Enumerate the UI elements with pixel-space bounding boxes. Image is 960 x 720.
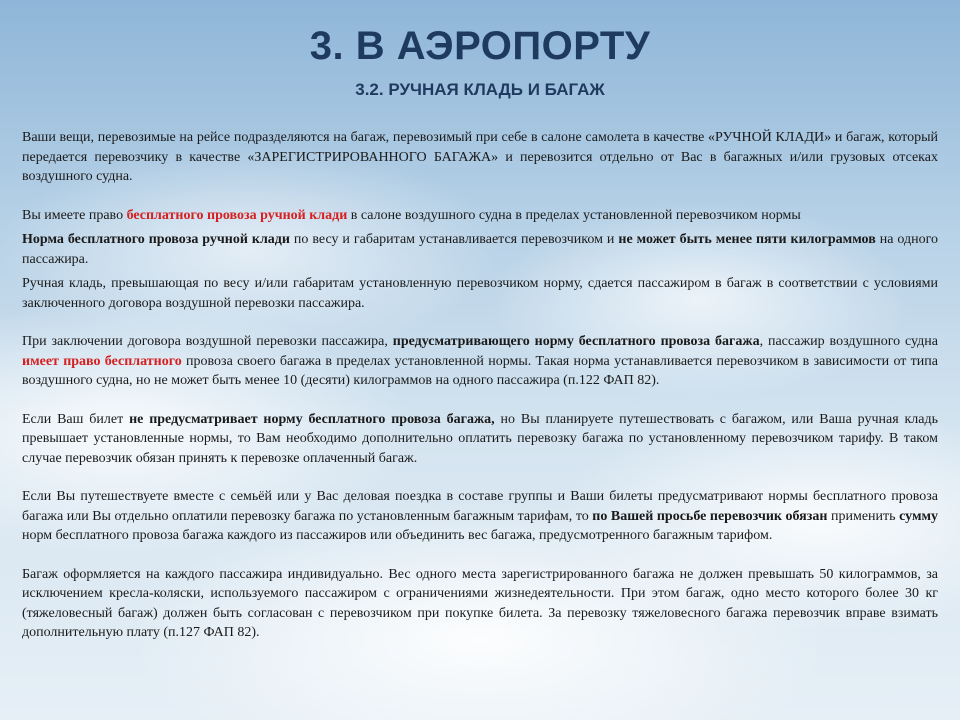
text-span: на одного пассажира. bbox=[22, 232, 938, 267]
paragraph-group-travel bbox=[22, 487, 938, 546]
text-span: Вы имеете право bbox=[22, 207, 127, 223]
paragraph-hand-luggage-norm bbox=[22, 230, 938, 269]
text-span: применить bbox=[827, 508, 900, 524]
slide-subtitle: 3.2. РУЧНАЯ КЛАДЬ И БАГАЖ bbox=[355, 80, 605, 99]
text-span: При заключении договора воздушной перевозки пассажира, bbox=[22, 334, 393, 349]
paragraph-baggage-registration: Багаж оформляется на каждого пассажира индивидуально. Вес одного места зарегистрированного багажа не должен превышать 50 килограммов, за исключением кресла-коляски, используемого пассажиром с ограничениями жизнедеятельности. При этом багаж, одно место которого более 30 кг (тяжеловесный багаж) должен быть согласован с перевозчиком при покупке билета. За перевозку тяжеловесного багажа перевозчик вправе взимать дополнительную плату (п.127 ФАП 82). bbox=[22, 566, 938, 640]
text-span: , пассажир воздушного судна bbox=[759, 334, 939, 349]
paragraph-no-free-baggage bbox=[22, 410, 938, 469]
text-span: по весу и габаритам устанавливается перевозчиком и bbox=[289, 232, 619, 247]
bold-free-baggage-norm: предусматривающего норму бесплатного провоза багажа bbox=[392, 334, 760, 349]
slide-content bbox=[22, 128, 938, 643]
bold-sum: сумму bbox=[899, 508, 939, 524]
bold-no-free-baggage: не предусматривает норму бесплатного провоза багажа, bbox=[129, 411, 495, 427]
bold-min-weight: не может быть менее пяти килограммов bbox=[618, 232, 876, 247]
text-span: провоза своего багажа в пределах установленной нормы. Такая норма устанавливается перевозчиком в зависимости от типа воздушного судна, но не может быть менее 10 (десяти) килограммов на одного пассажира (п.122 ФАП 82). bbox=[22, 353, 938, 388]
text-span: но Вы планируете путешествовать с багажом, или Ваша ручная кладь превышает установленные нормы, то Вам необходимо дополнительно оплатить перевозку багажа по установленному перевозчиком тарифу. В таком случае перевозчик обязан принять к перевозке оплаченный багаж. bbox=[22, 411, 938, 466]
bold-norm-text: Норма бесплатного провоза ручной клади bbox=[22, 232, 290, 247]
slide-title: 3. В АЭРОПОРТУ bbox=[309, 24, 651, 68]
bold-carrier-obliged: по Вашей просьбе перевозчик обязан bbox=[592, 508, 828, 524]
highlight-free-hand-luggage: бесплатного провоза ручной клади bbox=[126, 207, 348, 223]
paragraph-hand-luggage-right bbox=[22, 206, 938, 226]
text-span: Если Вы путешествуете вместе с семьёй или у Вас деловая поездка в составе группы и Ваши билеты предусматривают нормы бесплатного провоза багажа или Вы отдельно оплатили перевозку багажа по установленным багажным тарифам, то bbox=[22, 489, 938, 524]
text-span: норм бесплатного провоза багажа каждого из пассажиров или объединить вес багажа, предусмотренного багажным тарифом. bbox=[22, 528, 773, 543]
highlight-free-right: имеет право бесплатного bbox=[22, 353, 182, 369]
text-span: в салоне воздушного судна в пределах установленной перевозчиком нормы bbox=[347, 207, 801, 223]
paragraph-excess-hand-luggage: Ручная кладь, превышающая по весу и/или габаритам установленную перевозчиком норму, сдается пассажиром в багаж в соответствии с условиями заключенного договора воздушной перевозки пассажира. bbox=[22, 276, 938, 311]
text-span: Если Ваш билет bbox=[22, 411, 130, 427]
paragraph-luggage-types: Ваши вещи, перевозимые на рейсе подразделяются на багаж, перевозимый при себе в салоне самолета в качестве «РУЧНОЙ КЛАДИ» и багаж, который передается перевозчику в качестве «ЗАРЕГИСТРИРОВАННОГО БАГАЖА» и перевозится отдельно от Вас в багажных и/или грузовых отсеках воздушного судна. bbox=[22, 130, 938, 184]
paragraph-free-baggage bbox=[22, 332, 938, 391]
